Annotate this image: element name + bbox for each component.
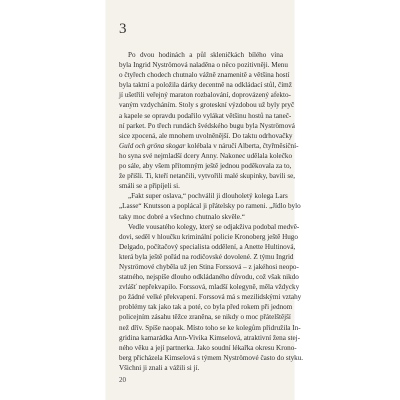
text-line: jí ušetřili veřejný maraton rozbalování, doprovázený afekto- [119,91,291,100]
text-line: policejním zásahu těžce zraněna, se nikdy o moc přátelštější [119,313,291,322]
text-line: po sále, aby všem přítomným ještě jednou poděkovala za to, [119,162,292,171]
text-line: a kapele se opravdu podařilo vylákat většinu hostů na taneč- [119,111,292,120]
text-line: smáli se a připíjeli si. [119,182,180,191]
text-line: ho syna své nejmladší dcery Anny. Nakonec udělala kolečko [119,151,293,160]
text-line: dovi, seděl v hloučku kriminální policie Kronoberg ještě Hugo [119,232,298,241]
text-line: než dřív. Spíše naopak. Místo toho se ke kolegům přidružila In- [119,323,301,332]
text-line: byla Ingrid Nyströmová naladěna o něco pozitivněji. Menu [119,61,288,70]
text-line: Po dvou hodinách a půl skleničkách bílého vína [128,51,283,59]
text-line: byla taktní a položila dárky decentně na odkládací stůl, čímž [119,81,292,90]
text-line: ného věku a její partnerka. Jako soudní lékařka okresu Krono- [119,343,297,352]
text-line: Vedle vousatého kolegy, který se odjakživa podobal medvě- [128,222,300,231]
text-line: taky moc dobré a všechno chutnalo skvěle.“ [119,212,245,221]
text-line: vaným vzdycháním. Stoly s groteskní výzdobou už byly pryč [119,101,295,110]
text-line: sice zpocená, ale mnohem uvolněnější. Do taktu odrhovačky [119,131,293,140]
body-text [119,50,304,373]
text-line: Všichni ji znali a vážili si jí. [119,363,200,372]
text-line: gridina kamarádka Ann-Vivika Kimselová, atraktivní žena stej- [119,333,301,342]
text-line: o čtyřech chodech chutnalo vážně znamenitě a většina hostí [119,71,290,80]
text-line: Guld och gröna skogar kolébala v náručí Alberta, čtyřměsíční- [119,141,299,150]
text-line: berg přicházela Kimselová s týmem Nyströmové často do styku. [119,353,304,362]
text-line: po žádné velké překvapení. Forssová má s mezilidskými vztahy [119,293,302,302]
text-line: „Fakt super oslava,“ pochválil ji dlouholetý kolega Lars [128,192,288,201]
text-line: že přišli. Ti, kteří netančili, vytvořili malé skupinky, bavili se, [119,172,296,181]
text-line: problémy tak jako tak a poté, co byla před rokem při jednom [119,303,293,312]
text-line: ní parket. Po třech rundách švédského bugu byla Nyströmová [119,121,295,130]
text-line: Nyströmové chyběla už jen Stina Forssová – z jakéhosi neopo- [119,262,299,271]
text-line: statného, nejspíše dlouho odkládaného důvodu, což však nikdo [119,273,299,282]
text-line: „Lasse“ Knutsson a poplácal ji přátelsky po rameni. „Jídlo bylo [119,202,301,211]
text-line: která byla ještě pořád na rodičovské dovolené. Z týmu Ingrid [119,252,294,261]
chapter-number: 3 [119,21,127,37]
text-line: zvlášť nepřekvapilo. Forssová, mladší kolegyně, měla vždycky [119,283,300,292]
text-line: Delgado, počítačový specialista oddělení, a Anette Hultinová, [119,242,296,251]
song-title: Guld och gröna skogar [119,141,186,150]
page-number: 20 [119,376,126,384]
